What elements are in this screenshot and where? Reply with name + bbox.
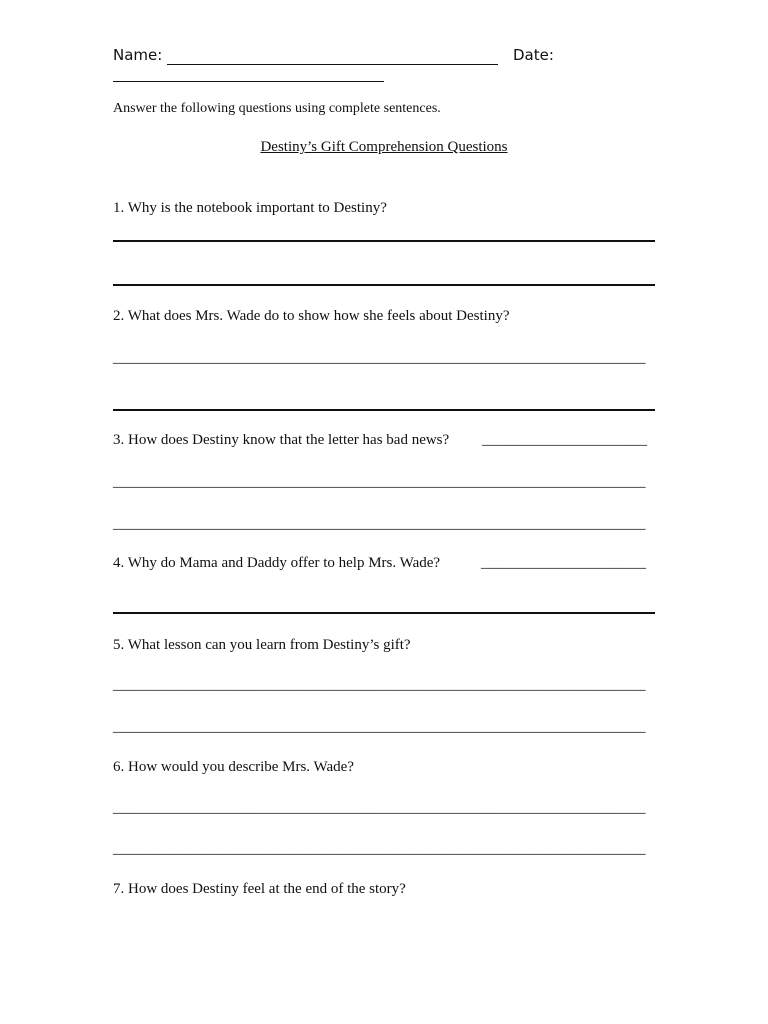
answer-blank[interactable]: _______________________________________________________________________ xyxy=(113,719,646,735)
answer-blank[interactable]: _______________________________________________________________________ xyxy=(113,800,646,816)
answer-line[interactable] xyxy=(113,284,655,286)
answer-line[interactable] xyxy=(113,240,655,242)
question-6: 6. How would you describe Mrs. Wade? xyxy=(113,759,354,775)
question-4: 4. Why do Mama and Daddy offer to help Mrs. Wade? xyxy=(113,555,441,571)
question-5: 5. What lesson can you learn from Destiny’s gift? xyxy=(113,637,411,653)
date-field[interactable] xyxy=(113,81,384,82)
question-1: 1. Why is the notebook important to Destiny? xyxy=(113,200,387,216)
name-field[interactable] xyxy=(167,64,498,65)
inline-answer-blank[interactable]: ______________________ xyxy=(482,432,647,448)
answer-line[interactable] xyxy=(113,409,655,411)
question-7: 7. How does Destiny feel at the end of the story? xyxy=(113,881,406,897)
answer-line[interactable] xyxy=(113,612,655,614)
answer-blank[interactable]: _______________________________________________________________________ xyxy=(113,841,646,857)
date-label: Date: xyxy=(513,46,554,64)
question-2: 2. What does Mrs. Wade do to show how she feels about Destiny? xyxy=(113,308,510,324)
answer-blank[interactable]: _______________________________________________________________________ xyxy=(113,350,646,366)
answer-blank[interactable]: _______________________________________________________________________ xyxy=(113,516,646,532)
inline-answer-blank[interactable]: ______________________ xyxy=(481,555,646,571)
page-title: Destiny’s Gift Comprehension Questions xyxy=(260,139,508,155)
instructions: Answer the following questions using complete sentences. xyxy=(113,101,441,116)
name-label: Name: xyxy=(113,46,163,64)
answer-blank[interactable]: _______________________________________________________________________ xyxy=(113,677,646,693)
question-3: 3. How does Destiny know that the letter has bad news? xyxy=(113,432,450,448)
answer-blank[interactable]: _______________________________________________________________________ xyxy=(113,474,646,490)
